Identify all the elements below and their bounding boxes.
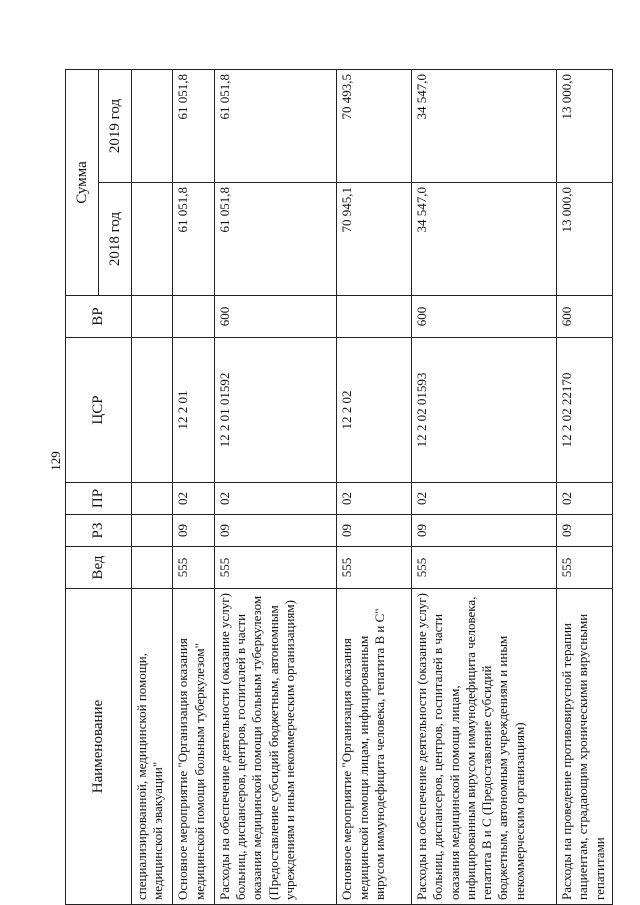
- row-2018: 70 945,1: [337, 183, 412, 296]
- row-pr: 02: [557, 483, 613, 515]
- row-2019: 61 051,8: [173, 69, 214, 182]
- header-row-1: [66, 69, 99, 904]
- row-ved: 555: [412, 547, 557, 589]
- row-2018: 34 547,0: [412, 183, 557, 296]
- row-rz: [132, 515, 173, 547]
- row-2019: 61 051,8: [214, 69, 336, 182]
- table-row: [214, 69, 336, 904]
- row-csr: 12 2 01: [173, 338, 214, 483]
- row-pr: 02: [337, 483, 412, 515]
- row-vr: 600: [412, 296, 557, 338]
- row-csr: 12 2 02 22170: [557, 338, 613, 483]
- table-row: [173, 69, 214, 904]
- header-2019: 2019 год: [99, 69, 132, 182]
- row-2019: 34 547,0: [412, 69, 557, 182]
- header-csr: ЦСР: [66, 338, 132, 483]
- row-2019: [132, 69, 173, 182]
- row-vr: 600: [214, 296, 336, 338]
- row-2018: [132, 183, 173, 296]
- row-name: специализированной, медицинской помощи, медицинской эвакуации": [132, 589, 173, 905]
- table-row: [412, 69, 557, 904]
- budget-table: [65, 69, 613, 905]
- row-ved: [132, 547, 173, 589]
- page-number: 129: [47, 451, 63, 471]
- row-rz: 09: [557, 515, 613, 547]
- row-rz: 09: [214, 515, 336, 547]
- row-csr: 12 2 01 01592: [214, 338, 336, 483]
- row-rz: 09: [173, 515, 214, 547]
- row-rz: 09: [337, 515, 412, 547]
- row-name: Основное мероприятие "Организация оказания медицинской помощи больным туберкулезом": [173, 589, 214, 905]
- header-ved: Вед: [66, 547, 132, 589]
- row-name: Расходы на проведение противовирусной терапии пациентам, страдающим хроническими вирусными гепатитами: [557, 589, 613, 905]
- row-ved: 555: [557, 547, 613, 589]
- header-rz: РЗ: [66, 515, 132, 547]
- header-2018: 2018 год: [99, 183, 132, 296]
- row-rz: 09: [412, 515, 557, 547]
- row-name: Расходы на обеспечение деятельности (оказание услуг) больниц, диспансеров, центров, госпиталей в части оказания медицинской помощи лицам, инфицированным вирусом иммунодефицита человека, гепатита В и С (Предоставление субсидий бюджетным, автономным учреждениям и иным некоммерческим организациям): [412, 589, 557, 905]
- row-pr: 02: [412, 483, 557, 515]
- row-csr: [132, 338, 173, 483]
- table-row: [132, 69, 173, 904]
- row-name: Расходы на обеспечение деятельности (оказание услуг) больниц, диспансеров, центров, госпиталей в части оказания медицинской помощи больным туберкулезом (Предоставление субсидий бюджетным, автономным учреждениям и иным некоммерческим организациям): [214, 589, 336, 905]
- table-row: [337, 69, 412, 904]
- header-sum: Сумма: [66, 69, 99, 295]
- header-pr: ПР: [66, 483, 132, 515]
- row-pr: 02: [214, 483, 336, 515]
- budget-table-rotated: [65, 70, 613, 905]
- row-vr: [132, 296, 173, 338]
- row-pr: [132, 483, 173, 515]
- row-ved: 555: [337, 547, 412, 589]
- row-name: Основное мероприятие "Организация оказания медицинской помощи лицам, инфицированным вирусом иммунодефицита человека, гепатита В и С": [337, 589, 412, 905]
- table-row: [557, 69, 613, 904]
- row-2018: 61 051,8: [173, 183, 214, 296]
- row-ved: 555: [173, 547, 214, 589]
- row-csr: 12 2 02: [337, 338, 412, 483]
- row-2019: 70 493,5: [337, 69, 412, 182]
- row-csr: 12 2 02 01593: [412, 338, 557, 483]
- row-2018: 61 051,8: [214, 183, 336, 296]
- row-2018: 13 000,0: [557, 183, 613, 296]
- row-vr: [337, 296, 412, 338]
- row-pr: 02: [173, 483, 214, 515]
- header-vr: ВР: [66, 296, 132, 338]
- row-2019: 13 000,0: [557, 69, 613, 182]
- row-ved: 555: [214, 547, 336, 589]
- row-vr: [173, 296, 214, 338]
- header-name: Наименование: [66, 589, 132, 905]
- row-vr: 600: [557, 296, 613, 338]
